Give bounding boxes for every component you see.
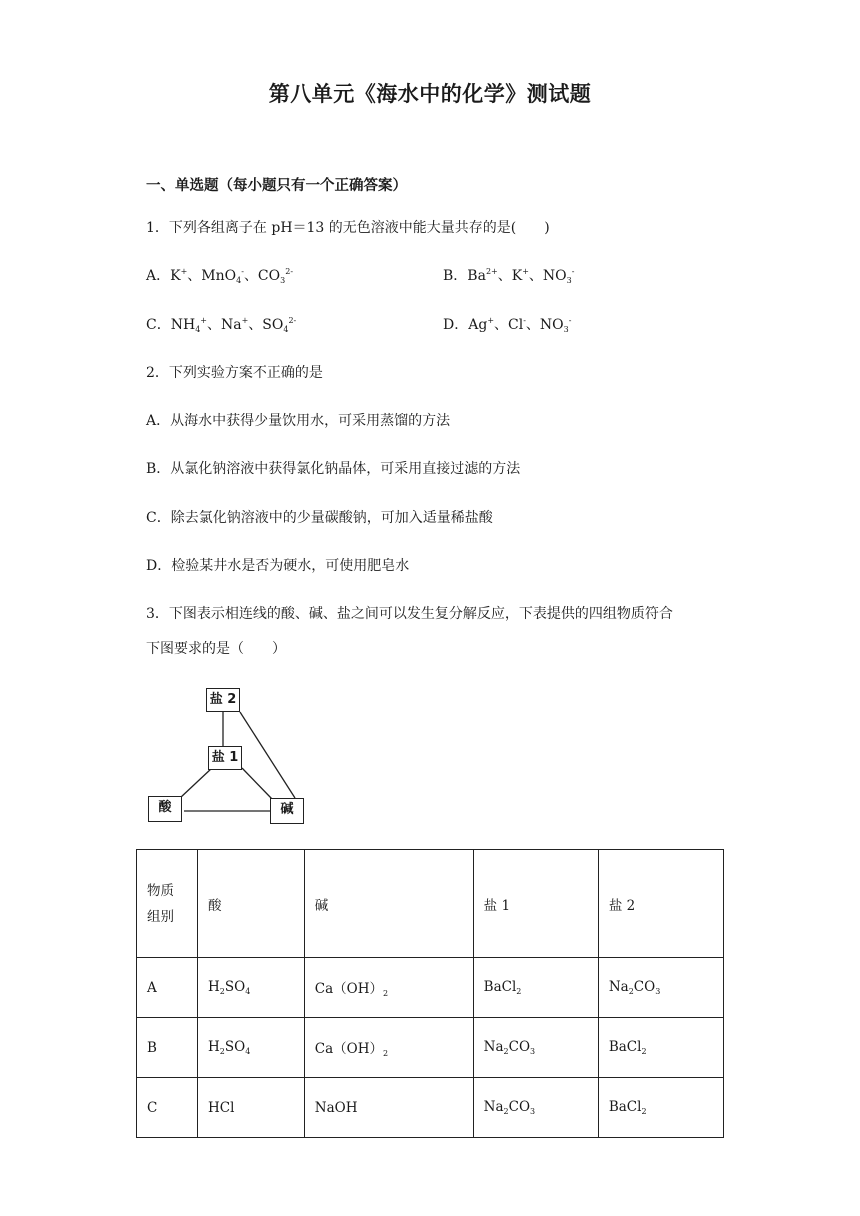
q2-option-a[interactable]: A．从海水中获得少量饮用水，可采用蒸馏的方法 [146,413,451,429]
diagram-node-salt2: 盐 2 [206,688,240,712]
question-3-stem-line1: 3．下图表示相连线的酸、碱、盐之间可以发生复分解反应，下表提供的四组物质符合 [146,606,673,622]
q1-option-d-label: D． [443,317,469,333]
row-acid: HCl [198,1078,305,1138]
q1-option-b[interactable] [443,265,574,285]
header-salt1: 盐 1 [473,850,598,958]
line-salt1-acid [180,768,212,798]
q1-option-a[interactable] [146,265,293,285]
row-group: A [137,958,198,1018]
question-1-stem: 1．下列各组离子在 pH＝13 的无色溶液中能大量共存的是( ) [146,220,550,236]
line-salt2-base [240,712,295,798]
document-title: 第八单元《海水中的化学》测试题 [268,82,592,106]
diagram-node-acid: 酸 [148,796,182,822]
q1-option-c[interactable] [146,314,296,334]
q1-option-c-ions: $NH_4^+$、Na+、$SO_4^{2-}$ [170,316,297,334]
table-header-row [137,850,724,958]
diagram-node-base: 碱 [270,798,304,824]
table-row [137,958,724,1018]
table-row [137,1078,724,1138]
q1-option-c-label: C． [146,317,171,333]
reaction-diagram [146,684,316,829]
row-group: B [137,1018,198,1078]
table-row [137,1018,724,1078]
row-salt1: BaCl$_2$ [473,958,598,1018]
row-acid: $H_2SO_4$ [198,1018,305,1078]
section-heading: 一、单选题（每小题只有一个正确答案） [146,178,407,194]
header-salt2: 盐 2 [598,850,723,958]
question-3-stem-line2: 下图要求的是（ ） [146,641,286,657]
substance-table [136,849,724,1138]
row-salt2: BaCl$_2$ [598,1018,723,1078]
row-acid: $H_2SO_4$ [198,958,305,1018]
row-base: $Ca(OH)_2$ [304,1018,473,1078]
header-group [137,850,198,958]
q1-option-b-label: B． [443,268,468,284]
header-base: 碱 [304,850,473,958]
header-group-line1: 物质 [147,882,174,899]
q2-option-b[interactable]: B．从氯化钠溶液中获得氯化钠晶体，可采用直接过滤的方法 [146,461,521,477]
row-group: C [137,1078,198,1138]
line-salt1-base [242,768,272,799]
q1-option-a-label: A． [146,268,171,284]
row-salt1: $Na_2CO_3$ [473,1078,598,1138]
q1-option-d[interactable] [443,314,571,334]
header-group-line2: 组别 [147,908,174,925]
header-acid: 酸 [198,850,305,958]
row-salt2: BaCl$_2$ [598,1078,723,1138]
q2-option-c[interactable]: C．除去氯化钠溶液中的少量碳酸钠，可加入适量稀盐酸 [146,510,493,526]
q1-option-d-ions: Ag+、Cl-、$NO_3^-$ [468,316,572,334]
q1-option-b-ions: $Ba^{2+}$、K+、$NO_3^-$ [467,267,575,285]
diagram-node-salt1: 盐 1 [208,746,242,770]
q1-option-a-ions: K+、MnO$_4$-、$CO_3^{2-}$ [170,267,294,285]
row-base: NaOH [304,1078,473,1138]
question-2-stem: 2．下列实验方案不正确的是 [146,365,323,381]
row-salt2: $Na_2CO_3$ [598,958,723,1018]
q2-option-d[interactable]: D．检验某井水是否为硬水，可使用肥皂水 [146,558,410,574]
row-salt1: $Na_2CO_3$ [473,1018,598,1078]
row-base: $Ca(OH)_2$ [304,958,473,1018]
